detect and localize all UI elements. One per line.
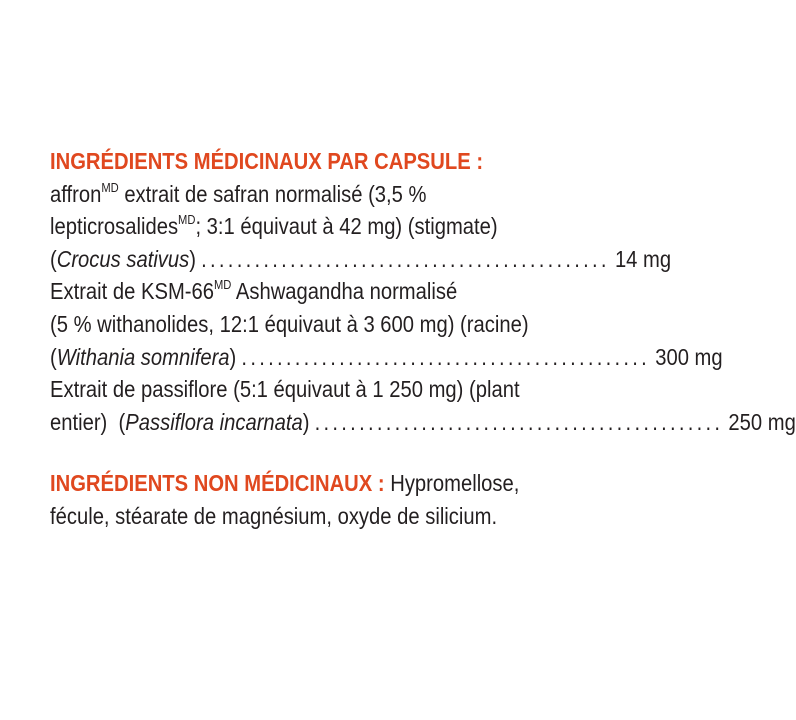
ashwagandha-line-1 — [50, 275, 662, 308]
ashwagandha-name: Extrait de KSM-66 — [50, 278, 214, 305]
passiflora-latin: Passiflora incarnata — [125, 408, 303, 435]
ingredients-panel — [50, 145, 796, 533]
affron-line-2 — [50, 210, 662, 243]
ashwagandha-dose: 300 mg — [655, 343, 723, 370]
ashwagandha-dose-row — [50, 341, 723, 374]
non-medicinal-line-2: fécule, stéarate de magnésium, oxyde de silicium. — [50, 502, 498, 529]
affron-description-2b: ; 3:1 équivaut à 42 mg) (stigmate) — [195, 213, 498, 240]
affron-dose-row — [50, 243, 672, 276]
affron-latin: Crocus sativus — [56, 245, 190, 272]
section-spacer — [50, 438, 662, 467]
affron-description-2a: lepticrosalides — [50, 213, 179, 240]
affron-line-1 — [50, 178, 662, 211]
passiflora-dose: 250 mg — [728, 408, 796, 435]
ashwagandha-line-2: (5 % withanolides, 12:1 équivaut à 3 600 mg) (racine) — [50, 310, 529, 337]
ashwagandha-latin: Withania somnifera — [56, 343, 230, 370]
dot-leader: .............................................. — [201, 245, 610, 272]
ashwagandha-description-1: Ashwagandha normalisé — [231, 278, 458, 305]
ksm66-trademark: MD — [213, 277, 232, 293]
dot-leader: .............................................. — [241, 343, 651, 370]
affron-description-1: extrait de safran normalisé (3,5 % — [118, 180, 427, 207]
passiflora-latin-name: entier) (Passiflora incarnata) — [50, 408, 310, 435]
non-medicinal-heading: INGRÉDIENTS NON MÉDICINAUX : — [50, 470, 385, 497]
affron-name: affron — [50, 180, 102, 207]
affron-dose: 14 mg — [614, 245, 672, 272]
medicinal-heading: INGRÉDIENTS MÉDICINAUX PAR CAPSULE : — [50, 148, 484, 174]
ashwagandha-latin-name: (Withania somnifera) — [50, 343, 237, 370]
passiflora-description-2: entier) — [50, 408, 108, 435]
affron-trademark: MD — [101, 179, 119, 195]
affron-latin-name: (Crocus sativus) — [50, 245, 196, 272]
dot-leader: .............................................. — [314, 408, 724, 435]
lepticrosalides-trademark: MD — [178, 212, 196, 228]
non-medicinal-line-1 — [50, 467, 662, 500]
non-medicinal-text-1: Hypromellose, — [384, 470, 520, 497]
passiflora-line-1: Extrait de passiflore (5:1 équivaut à 1 250 mg) (plant — [50, 376, 520, 403]
passiflora-dose-row — [50, 406, 796, 439]
